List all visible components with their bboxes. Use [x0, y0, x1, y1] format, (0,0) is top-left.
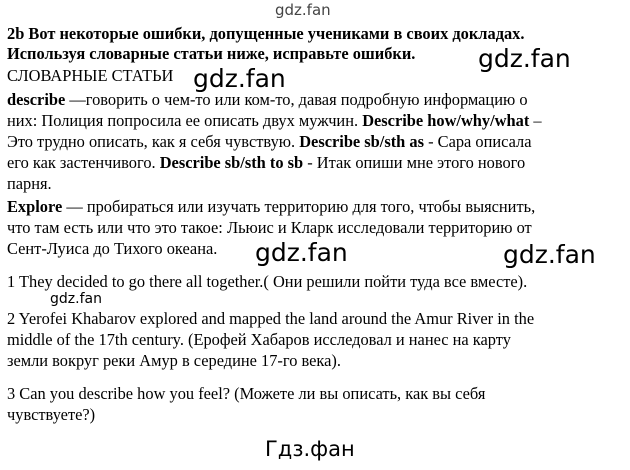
item-2-line3: земли вокруг реки Амур в середине 17-го века). [7, 351, 341, 370]
dictionary-header: СЛОВАРНЫЕ СТАТЬИ [7, 66, 174, 85]
watermark-2: gdz.fan [193, 64, 286, 93]
item-2-line1: 2 Yerofei Khabarov explored and mapped the land around the Amur River in the [7, 309, 535, 328]
describe-def-2-end: – [529, 111, 542, 130]
describe-def-2: них: Полиция попросила ее описать двух мужчин. [7, 111, 363, 130]
describe-as-term: Describe sb/sth as [299, 132, 424, 151]
watermark-5: gdz.fan [50, 291, 102, 307]
describe-to-term: Describe sb/sth to sb [159, 153, 304, 172]
describe-entry-line5: парня. [7, 174, 52, 193]
item-3-line2: чувствуете?) [7, 405, 96, 424]
item-3-line1: 3 Can you describe how you feel? (Можете ли вы описать, как вы себя [7, 384, 486, 403]
describe-how-term: Describe how/why/what [362, 111, 530, 130]
task-instruction-line1 [7, 24, 524, 44]
watermark-3: gdz.fan [255, 238, 348, 267]
item-1-line1: 1 They decided to go there all together.( Они решили пойти туда все вместе). [7, 272, 528, 291]
watermark-1: gdz.fan [478, 44, 571, 73]
describe-entry-line1 [7, 90, 528, 110]
describe-def-4-end: - Итак опиши мне этого нового [303, 153, 526, 172]
task-instruction-text: Вот некоторые ошибки, допущенные учениками в своих докладах. [28, 24, 525, 43]
describe-def-3: Это трудно описать, как я себя чувствую. [7, 132, 300, 151]
describe-entry-line3 [7, 132, 532, 152]
explore-term: Explore [7, 197, 63, 216]
watermark-top: gdz.fan [275, 1, 331, 19]
describe-entry-line4 [7, 153, 525, 173]
item-2-line2: middle of the 17th century. (Ерофей Хабаров исследовал и нанес на карту [7, 330, 511, 349]
explore-entry-line1 [7, 197, 535, 217]
explore-entry-line3: Сент-Луиса до Тихого океана. [7, 239, 218, 258]
describe-def-3-end: - Сара описала [423, 132, 532, 151]
task-instruction-line2: Используя словарные статьи ниже, исправьте ошибки. [7, 44, 416, 63]
describe-def-1: —говорить о чем-то или ком-то, давая подробную информацию о [65, 90, 528, 109]
describe-term: describe [7, 90, 66, 109]
task-number: 2b [7, 24, 25, 43]
watermark-4: gdz.fan [503, 240, 596, 269]
describe-entry-line2 [7, 111, 542, 131]
explore-def-1: — пробираться или изучать территорию для того, чтобы выяснить, [62, 197, 536, 216]
watermark-bottom: Гдз.фан [265, 437, 355, 461]
explore-entry-line2: что там есть или что это такое: Льюис и Кларк исследовали территорию от [7, 218, 532, 237]
describe-def-4: его как застенчивого. [7, 153, 160, 172]
